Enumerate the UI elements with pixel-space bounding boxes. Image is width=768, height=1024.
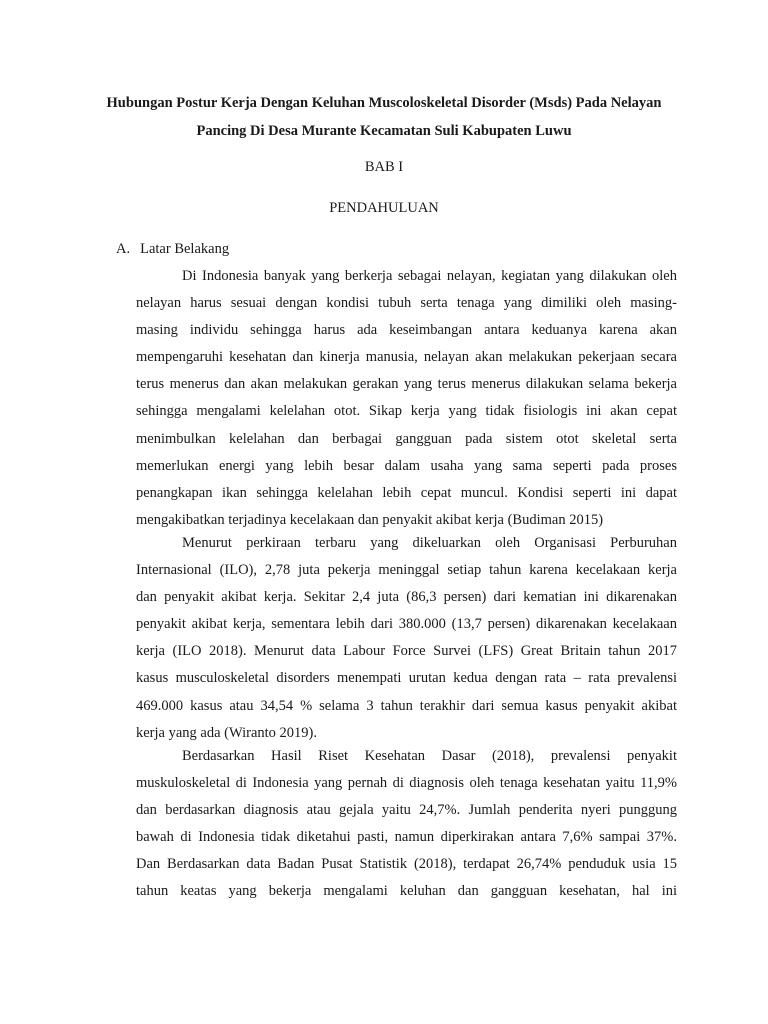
title-line: Hubungan Postur Kerja Dengan Keluhan Muscoloskeletal Disorder (Msds) Pada Nelayan	[106, 95, 662, 111]
paragraph-line: masing individu sehingga harus ada keseimbangan antara keduanya karena akan	[136, 322, 677, 339]
paragraph-line: bawah di Indonesia tidak diketahui pasti, namun diperkirakan antara 7,6% sampai 37%.	[136, 829, 677, 846]
paragraph-line: Di Indonesia banyak yang berkerja sebagai nelayan, kegiatan yang dilakukan oleh	[182, 268, 677, 284]
paragraph-line: kerja yang ada (Wiranto 2019).	[136, 724, 317, 741]
title-line: Pancing Di Desa Murante Kecamatan Suli Kabupaten Luwu	[196, 123, 572, 139]
paragraph	[136, 263, 677, 534]
paragraph-line: muskuloskeletal di Indonesia yang pernah di diagnosis oleh tenaga kesehatan yaitu 11,9%	[136, 775, 677, 792]
paragraph-line: penyakit akibat kerja, sementara lebih dari 380.000 (13,7 persen) dikarenakan kecelakaan	[136, 616, 677, 633]
paragraph-line: Dan Berdasarkan data Badan Pusat Statistik (2018), terdapat 26,74% penduduk usia 15	[136, 856, 677, 873]
section-title: Latar Belakang	[140, 241, 230, 257]
section-letter: A.	[116, 241, 131, 257]
chapter-title: PENDAHULUAN	[329, 200, 439, 216]
paragraph-line: Internasional (ILO), 2,78 juta pekerja meninggal setiap tahun karena kecelakaan kerja	[136, 562, 677, 579]
paragraph-line: mengakibatkan terjadinya kecelakaan dan penyakit akibat kerja (Budiman 2015)	[136, 511, 604, 528]
paragraph-line: mempengaruhi kesehatan dan kinerja manusia, nelayan akan melakukan pekerjaan secara	[136, 349, 677, 366]
paragraph-line: dan penyakit akibat kerja. Sekitar 2,4 juta (86,3 persen) dari kematian ini dikarenakan	[136, 589, 677, 606]
paragraph-line: 469.000 kasus atau 34,54 % selama 3 tahun terakhir dari semua kasus penyakit akibat	[136, 697, 677, 714]
paragraph	[136, 743, 677, 906]
paragraph-line: tahun keatas yang bekerja mengalami keluhan dan gangguan kesehatan, hal ini	[136, 883, 677, 900]
paragraph-line: Berdasarkan Hasil Riset Kesehatan Dasar (2018), prevalensi penyakit	[182, 748, 677, 764]
paragraph-line: Menurut perkiraan terbaru yang dikeluarkan oleh Organisasi Perburuhan	[182, 535, 677, 551]
document-title	[88, 89, 680, 145]
paragraph-line: sehingga mengalami kelelahan otot. Sikap kerja yang tidak fisiologis ini akan cepat	[136, 403, 677, 420]
paragraph-line: penangkapan ikan sehingga kelelahan lebih cepat muncul. Kondisi seperti ini dapat	[136, 484, 677, 501]
paragraph-line: nelayan harus sesuai dengan kondisi tubuh serta tenaga yang dimiliki oleh masing-	[136, 295, 677, 312]
paragraph-line: memerlukan energi yang lebih besar dalam usaha yang sama seperti pada proses	[136, 457, 677, 474]
section-heading	[116, 241, 229, 258]
paragraph-line: kerja (ILO 2018). Menurut data Labour Force Survei (LFS) Great Britain tahun 2017	[136, 643, 677, 660]
paragraph-line: dan berdasarkan diagnosis atau gejala yaitu 24,7%. Jumlah penderita nyeri punggung	[136, 802, 677, 819]
chapter-number: BAB I	[364, 159, 404, 175]
paragraph	[136, 530, 677, 747]
paragraph-line: menimbulkan kelelahan dan berbagai gangguan pada sistem otot skeletal serta	[136, 430, 677, 447]
paragraph-line: kasus musculoskeletal disorders menempati urutan kedua dengan rata – rata prevalensi	[136, 670, 677, 687]
paragraph-line: terus menerus dan akan melakukan gerakan yang terus menerus dilakukan selama bekerja	[136, 376, 677, 393]
